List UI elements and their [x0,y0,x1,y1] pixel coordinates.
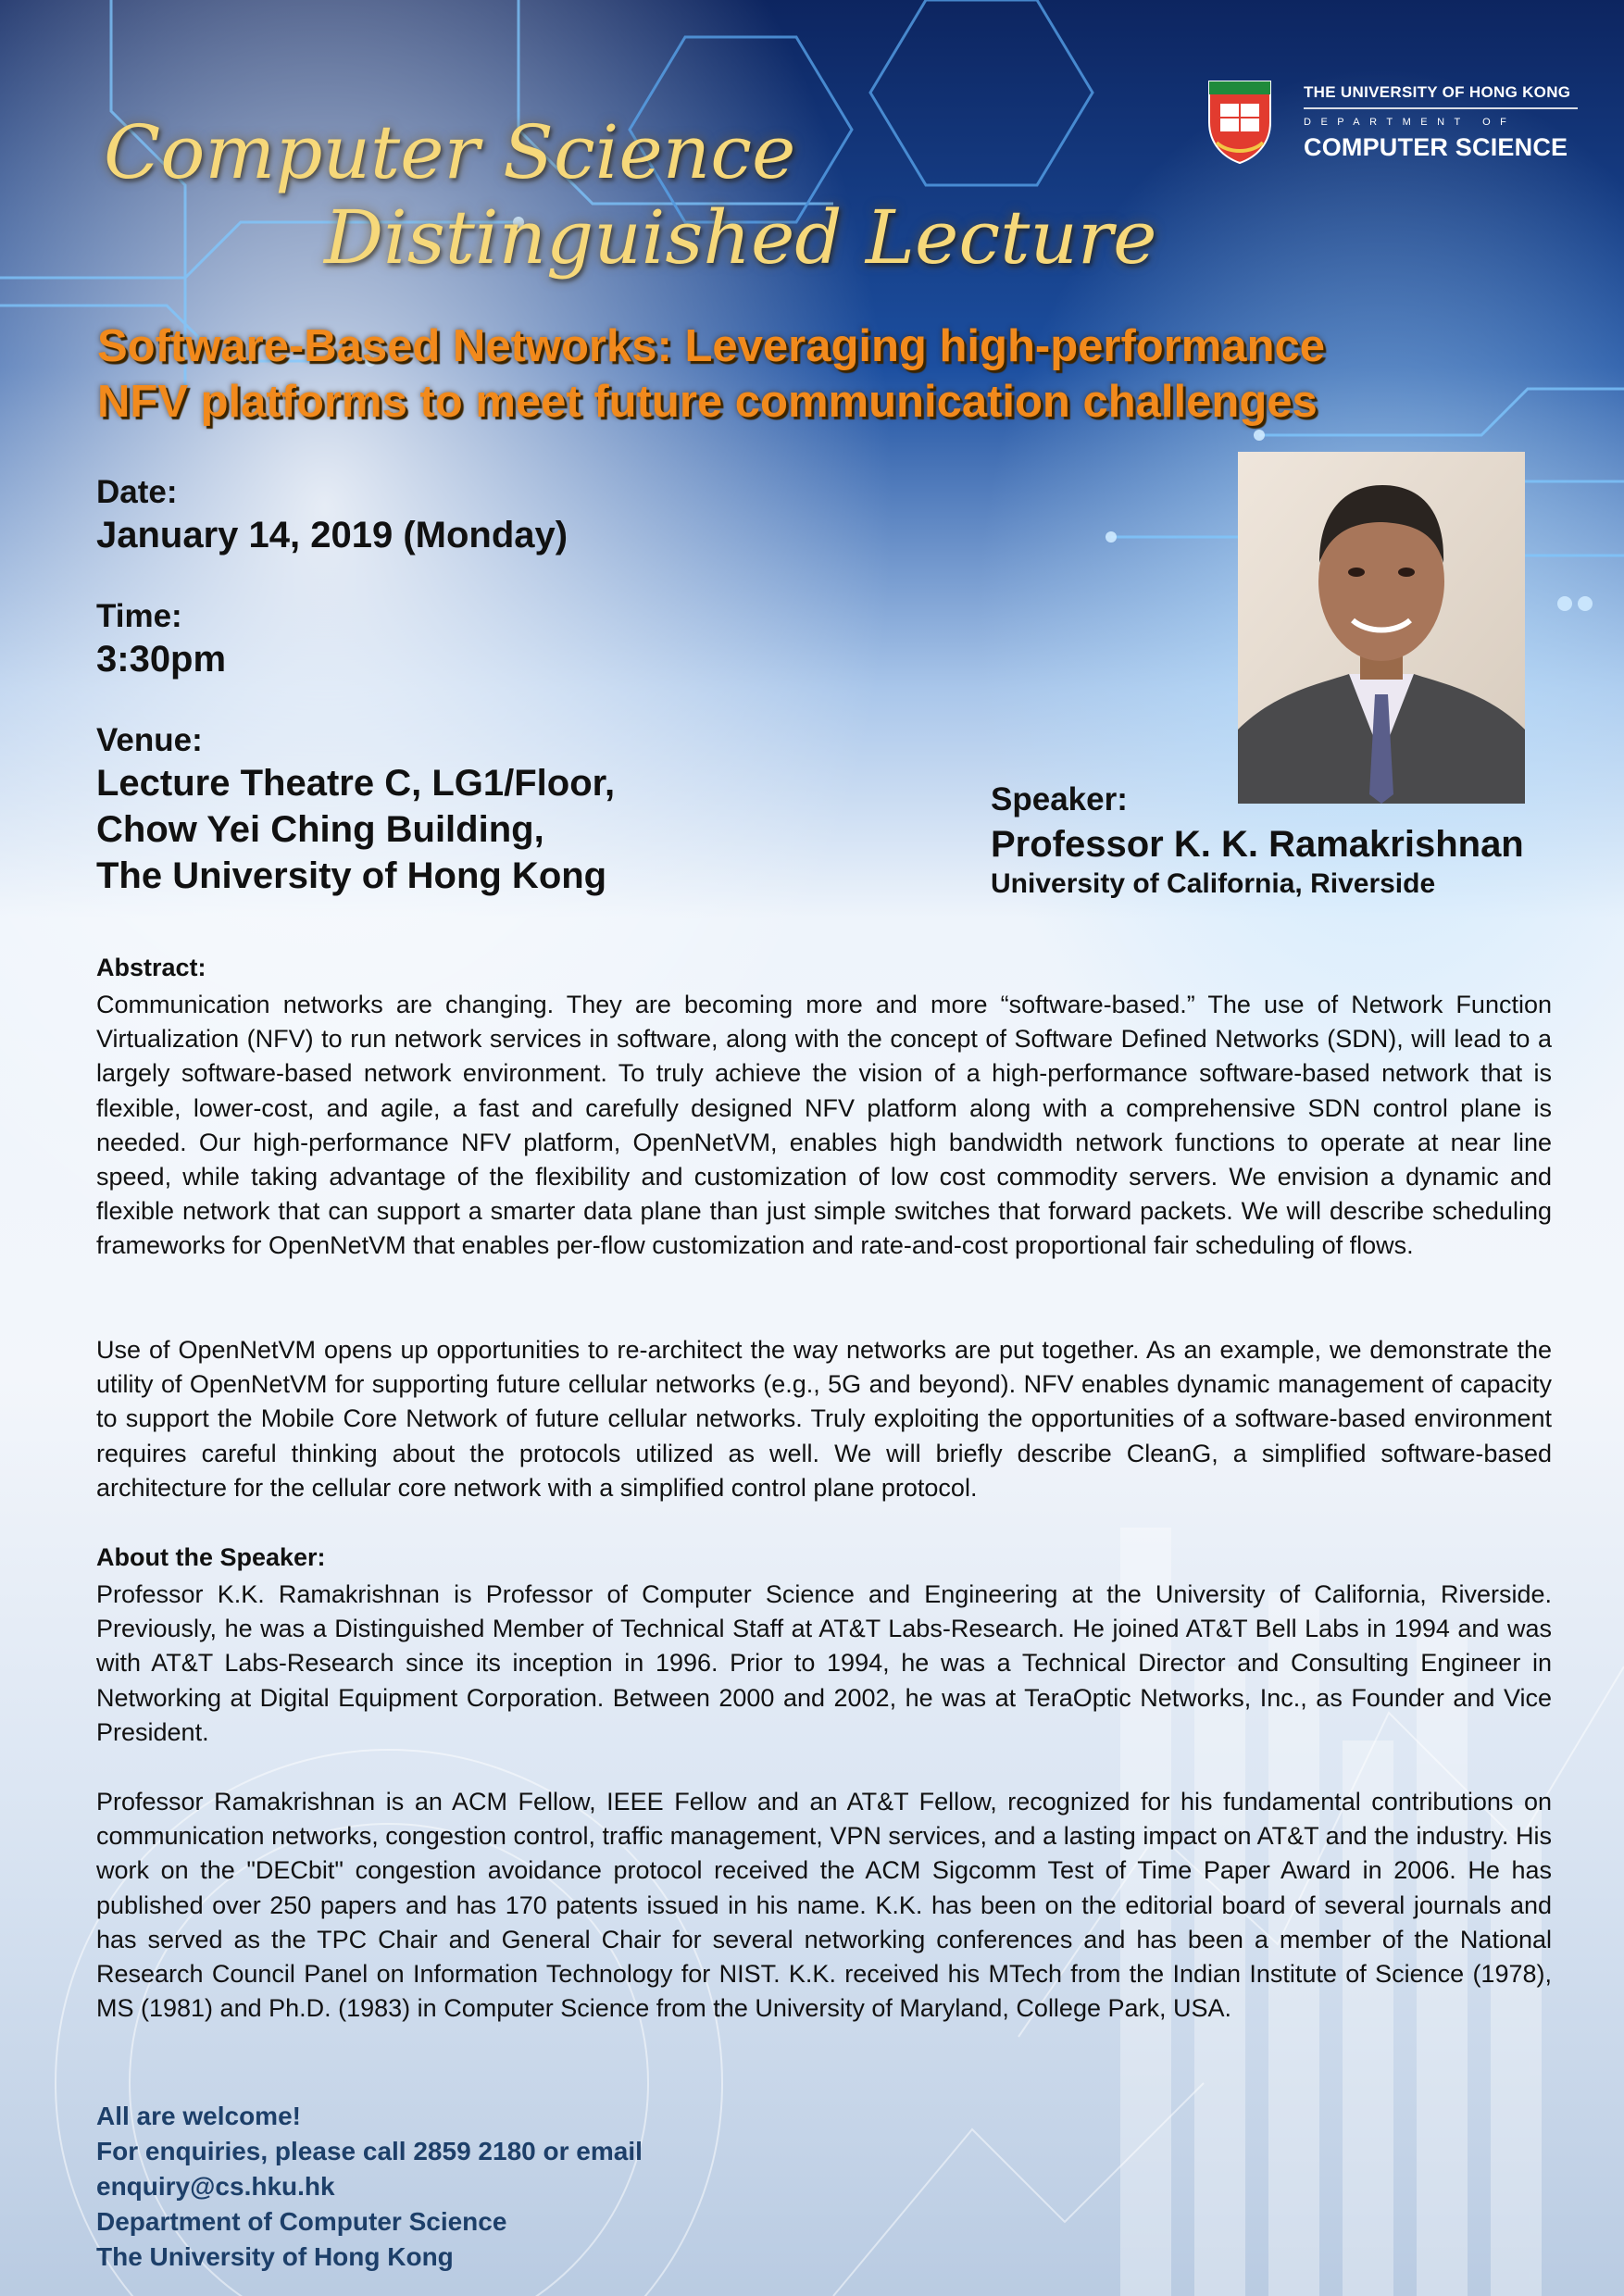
speaker-photo [1238,452,1525,804]
logo-divider [1304,107,1578,109]
venue-label: Venue: [96,722,203,758]
enquiry-line: For enquiries, please call 2859 2180 or email [96,2137,643,2165]
about-speaker-paragraph: Professor Ramakrishnan is an ACM Fellow, IEEE Fellow and an AT&T Fellow, recognized for his fundamental contributions on communication networks, congestion control, traffic management, VPN services, and a lasting impact on AT&T and the industry. His work on the "DECbit" congestion avoidance protocol received the ACM Sigcomm Test of Time Paper Award in 2006. He has published over 250 papers and has 170 patents issued in his name. K.K. has been on the editorial board of several journals and has served as the TPC Chair and General Chair for several networking conferences and has been a member of the National Research Council Panel on Information Technology for NIST. K.K. received his MTech from the Indian Institute of Science (1978), MS (1981) and Ph.D. (1983) in Computer Science from the University of Maryland, College Park, USA. [96,1788,1552,2023]
talk-title-line1: Software-Based Networks: Leveraging high-performance [97,321,1326,371]
welcome-note: All are welcome! [96,2102,301,2130]
talk-title-line2: NFV platforms to meet future communication challenges [97,377,1318,427]
speaker-affiliation: University of California, Riverside [991,868,1436,899]
venue-line: Chow Yei Ching Building, [96,809,544,850]
lecture-title-line1: Computer Science [104,109,796,195]
date-value: January 14, 2019 (Monday) [96,515,568,555]
lecture-title-line2: Distinguished Lecture [324,194,1157,281]
abstract-heading: Abstract: [96,954,206,981]
venue-line: Lecture Theatre C, LG1/Floor, [96,763,616,804]
department-label: DEPARTMENT OF [1304,117,1517,128]
speaker-label: Speaker: [991,781,1128,817]
date-label: Date: [96,474,178,510]
footer-department: Department of Computer Science [96,2207,507,2236]
time-label: Time: [96,598,182,634]
university-name: THE UNIVERSITY OF HONG KONG [1304,83,1571,101]
abstract-paragraph: Use of OpenNetVM opens up opportunities to re-architect the way networks are put together. As an example, we demonstrate the utility of OpenNetVM for supporting future cellular networks (e.g., 5G and beyond). NFV enables dynamic management of capacity to support the Mobile Core Network of future cellular networks. Truly exploiting the opportunities of a software-based environment requires careful thinking about the protocols utilized as well. We will briefly describe CleanG, a simplified software-based architecture for the cellular core network with a simplified control plane protocol. [96,1336,1552,1502]
abstract-paragraph: Communication networks are changing. They are becoming more and more “software-based.” The use of Network Function Virtualization (NFV) to run network services in software, along with the concept of Software Defined Networks (SDN), will lead to a largely software-based network environment. To truly achieve the vision of a high-performance software-based network that is flexible, lower-cost, and agile, a fast and carefully designed NFV platform along with a comprehensive SDN control plane is needed. Our high-performance NFV platform, OpenNetVM, enables high bandwidth network functions to operate at near line speed, while taking advantage of the flexibility and customization of low cost commodity servers. We envision a dynamic and flexible network that can support a smarter data plane than just simple switches that forward packets. We will describe scheduling frameworks for OpenNetVM that enables per-flow customization and rate-and-cost proportional fair scheduling of flows. [96,991,1552,1260]
speaker-name: Professor K. K. Ramakrishnan [991,824,1524,865]
venue-line: The University of Hong Kong [96,855,607,896]
department-name: COMPUTER SCIENCE [1304,133,1568,161]
about-speaker-paragraph: Professor K.K. Ramakrishnan is Professor of Computer Science and Engineering at the University of California, Riverside. Previously, he was a Distinguished Member of Technical Staff at AT&T Labs-Research. He joined AT&T Bell Labs in 1994 and was with AT&T Labs-Research since its inception in 1996. Prior to 1994, he was a Technical Director and Consulting Engineer in Networking at Digital Equipment Corporation. Between 2000 and 2002, he was at TeraOptic Networks, Inc., as Founder and Vice President. [96,1580,1552,1746]
footer-university: The University of Hong Kong [96,2242,454,2271]
university-logo [1204,78,1574,170]
time-value: 3:30pm [96,639,227,680]
enquiry-email: enquiry@cs.hku.hk [96,2172,335,2201]
university-crest-icon [1204,78,1276,165]
about-speaker-heading: About the Speaker: [96,1543,326,1571]
